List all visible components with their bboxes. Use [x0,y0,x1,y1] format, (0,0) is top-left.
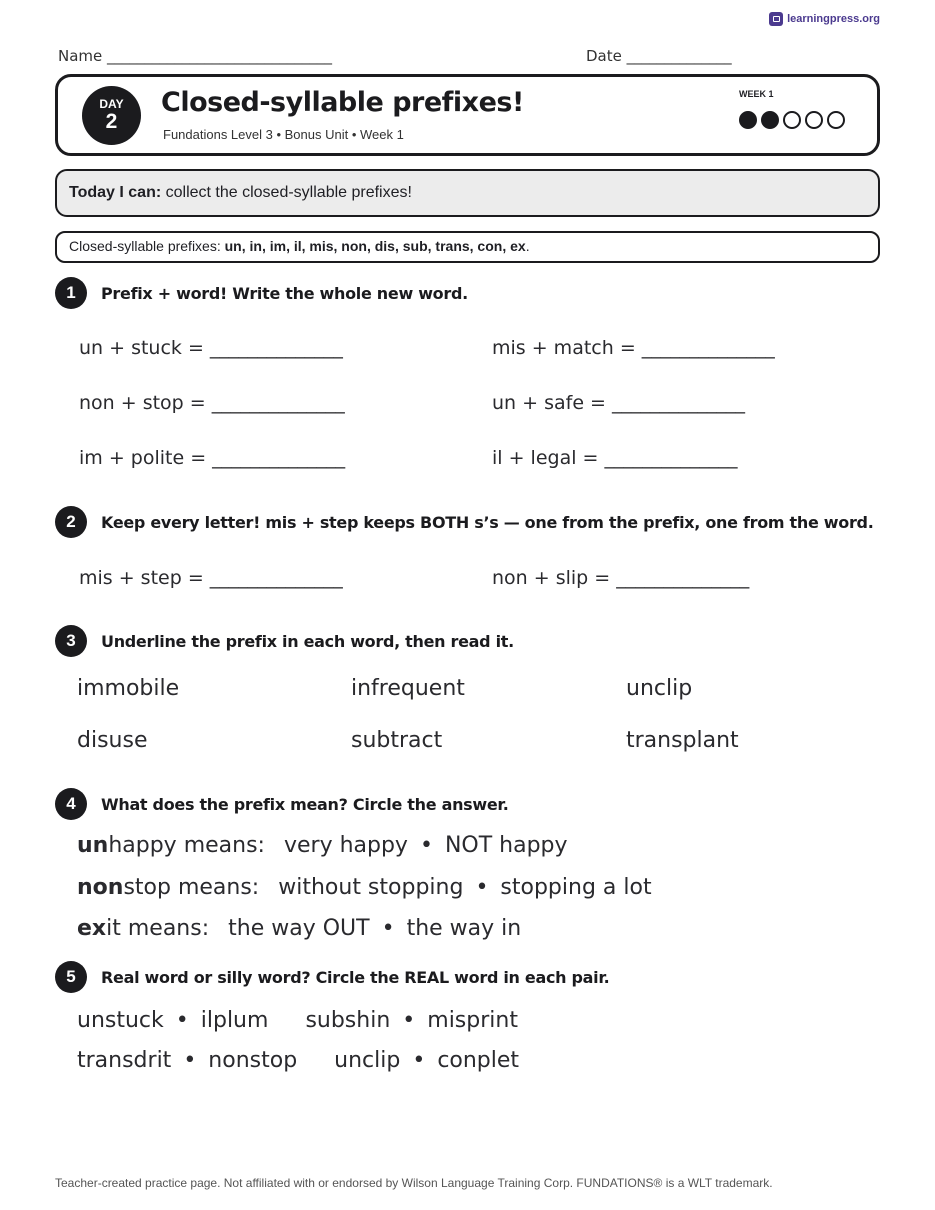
date-field: Date ______________ [586,47,732,65]
brand-logo[interactable] [769,12,880,26]
question-prompt: What does the prefix mean? Circle the answer. [101,794,509,814]
meaning-row [77,875,652,900]
page-subtitle: Fundations Level 3 • Bonus Unit • Week 1 [163,127,404,142]
prefix-list-lead: Closed-syllable prefixes: [69,238,225,254]
question-1-header [55,277,468,309]
name-field: Name ______________________________ [58,47,333,65]
meaning-row [77,916,521,941]
question-4-header [55,788,509,820]
equation-item[interactable]: im + polite = ______________ [79,447,346,469]
word-option[interactable]: transdrit [77,1048,172,1073]
equation-item[interactable]: non + slip = ______________ [492,567,750,589]
day-number: 2 [105,110,118,133]
equation-item[interactable]: un + safe = ______________ [492,392,746,414]
question-prompt: Underline the prefix in each word, then read it. [101,631,514,651]
word-option[interactable]: nonstop [208,1048,298,1073]
word-option[interactable]: conplet [437,1048,520,1073]
bullet-separator: • [475,875,489,900]
meaning-row [77,833,568,858]
week-progress [739,111,845,129]
equation-item[interactable]: il + legal = ______________ [492,447,738,469]
equation-item[interactable]: mis + step = ______________ [79,567,343,589]
question-prompt: Keep every letter! mis + step keeps BOTH s’s — one from the prefix, one from the word. [101,512,874,532]
word-option[interactable]: unstuck [77,1008,164,1033]
question-number: 4 [55,788,87,820]
word-pair [334,1048,519,1073]
footer-disclaimer: Teacher-created practice page. Not affiliated with or endorsed by Wilson Language Training Corp. FUNDATIONS® is a WLT trademark. [55,1176,773,1190]
answer-option[interactable]: very happy [283,833,408,858]
equation-item[interactable]: mis + match = ______________ [492,337,775,359]
question-number: 3 [55,625,87,657]
prefix-bold: non [77,875,124,900]
prefix-list-box [55,231,880,263]
word-pair [77,1048,297,1073]
progress-dot [805,111,823,129]
meaning-stem: stop means: [123,875,260,900]
answer-option[interactable]: the way OUT [228,916,370,941]
question-prompt: Prefix + word! Write the whole new word. [101,283,468,303]
word-option[interactable]: subshin [305,1008,391,1033]
bullet-separator: • [402,1008,416,1033]
goal-box [55,169,880,217]
week-label: WEEK 1 [739,89,774,99]
question-number: 1 [55,277,87,309]
prefix-list-end: . [525,238,530,254]
word-item[interactable]: unclip [626,676,693,701]
bullet-separator: • [412,1048,426,1073]
bullet-separator: • [419,833,433,858]
goal-lead: Today I can: [69,184,162,201]
answer-option[interactable]: the way in [406,916,522,941]
header-card [55,74,880,156]
bullet-separator: • [381,916,395,941]
meaning-stem: happy means: [108,833,265,858]
page-title: Closed-syllable prefixes! [161,87,524,118]
progress-dot [783,111,801,129]
equation-item[interactable]: non + stop = ______________ [79,392,345,414]
brand-icon [769,12,783,26]
question-prompt: Real word or silly word? Circle the REAL word in each pair. [101,967,610,987]
word-item[interactable]: immobile [77,676,180,701]
goal-text: collect the closed-syllable prefixes! [161,184,412,201]
prefix-list-items: un, in, im, il, mis, non, dis, sub, trans, con, ex [224,238,526,254]
bullet-separator: • [183,1048,197,1073]
word-item[interactable]: subtract [351,728,443,753]
prefix-bold: un [77,833,109,858]
progress-dot [827,111,845,129]
word-item[interactable]: infrequent [351,676,465,701]
meaning-stem: it means: [106,916,210,941]
question-5-header [55,961,609,993]
answer-option[interactable]: without stopping [278,875,464,900]
answer-option[interactable]: stopping a lot [500,875,652,900]
prefix-bold: ex [77,916,107,941]
word-option[interactable]: ilplum [200,1008,269,1033]
word-option[interactable]: unclip [334,1048,401,1073]
answer-option[interactable]: NOT happy [444,833,568,858]
equation-item[interactable]: un + stuck = ______________ [79,337,343,359]
progress-dot [761,111,779,129]
word-pair [305,1008,518,1033]
word-pair [77,1008,268,1033]
brand-name: learningpress.org [787,13,880,25]
day-badge [82,86,141,145]
day-label: DAY [99,97,124,111]
word-item[interactable]: transplant [626,728,739,753]
progress-dot [739,111,757,129]
question-number: 5 [55,961,87,993]
word-item[interactable]: disuse [77,728,148,753]
bullet-separator: • [175,1008,189,1033]
word-pair-row [77,1008,548,1033]
question-3-header [55,625,514,657]
question-number: 2 [55,506,87,538]
word-pair-row [77,1048,549,1073]
word-option[interactable]: misprint [427,1008,518,1033]
question-2-header [55,506,874,538]
